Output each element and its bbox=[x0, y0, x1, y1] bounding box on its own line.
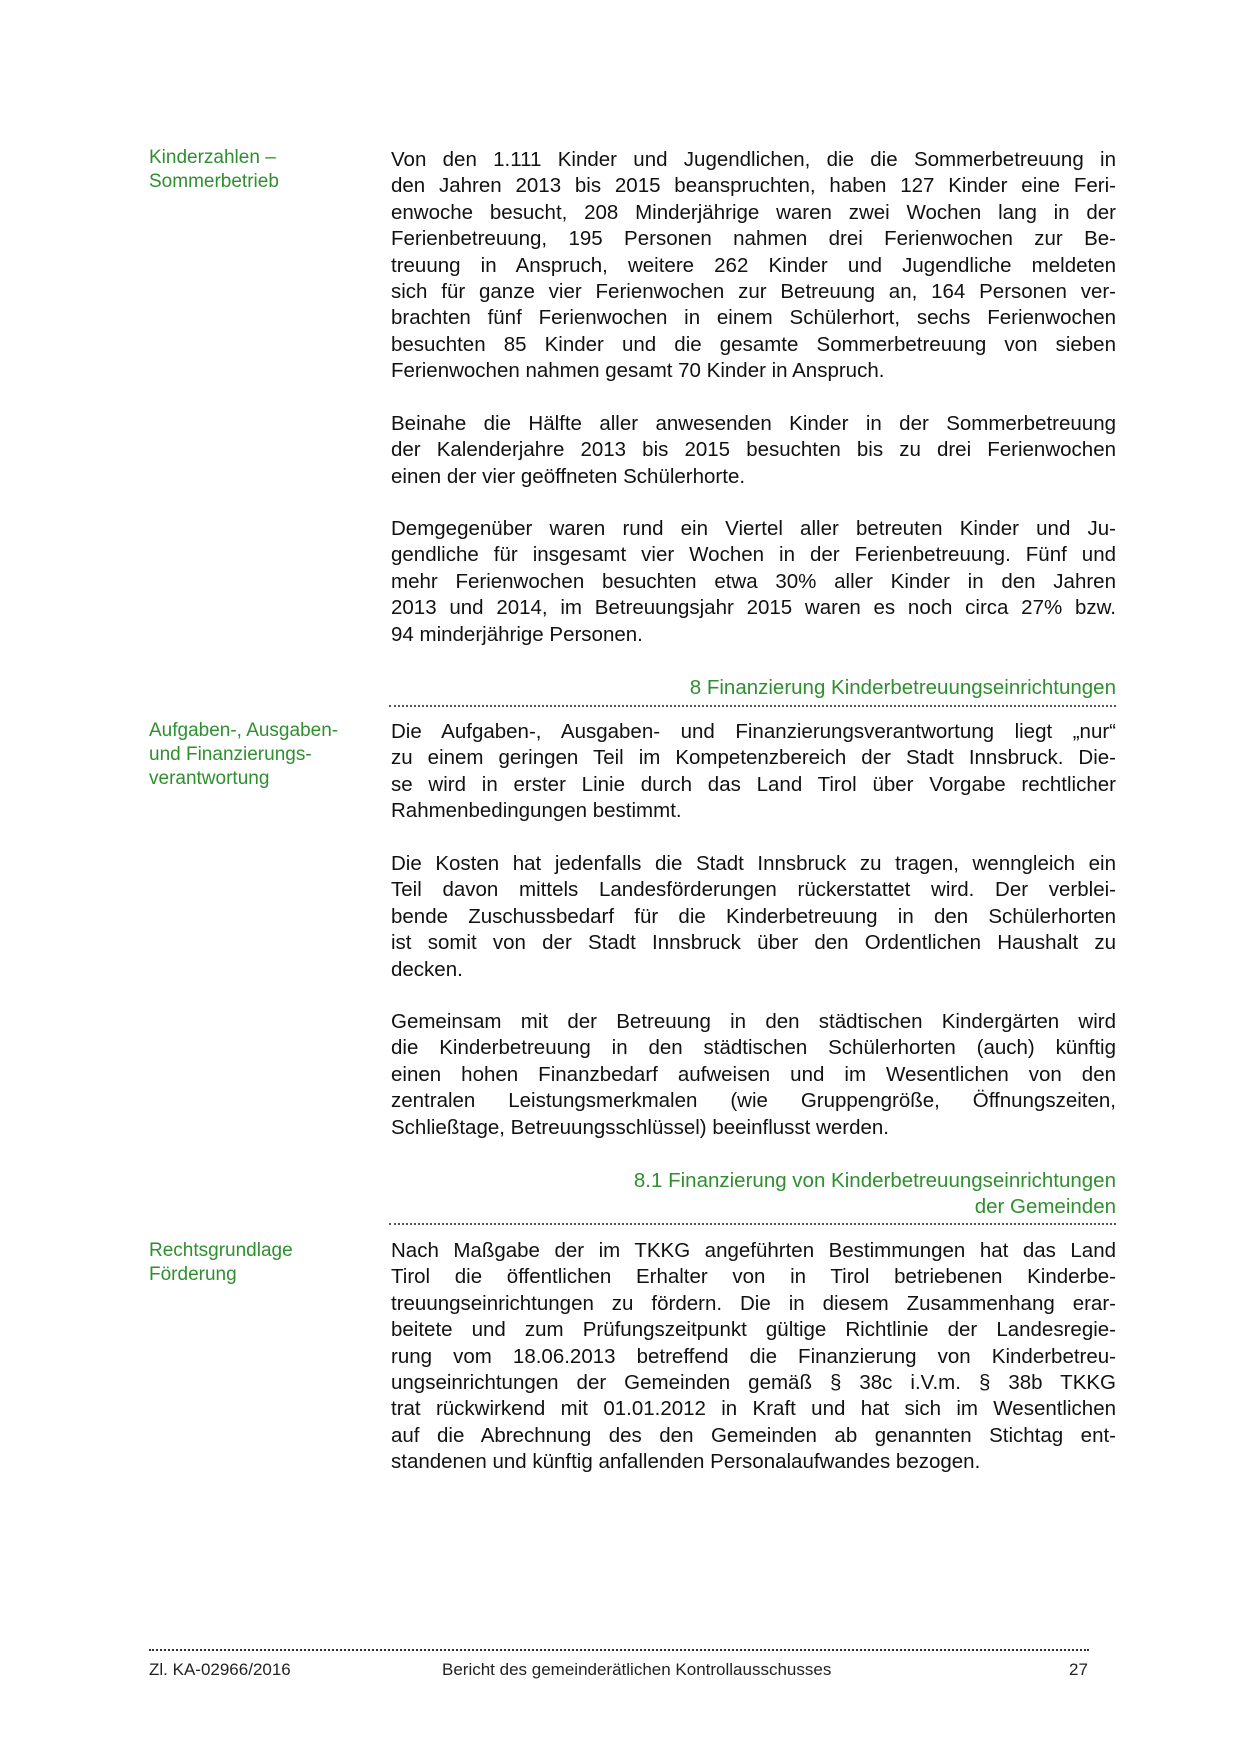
side-label-line: verantwortung bbox=[149, 768, 270, 789]
text-line: gendliche für insgesamt vier Wochen in der Ferienbetreuung. Fünf und bbox=[391, 543, 1116, 567]
text-line: standenen und künftig anfallenden Personalaufwandes bezogen. bbox=[391, 1450, 981, 1474]
text-line: die Kinderbetreuung in den städtischen Schülerhorten (auch) künftig bbox=[391, 1036, 1116, 1060]
paragraph-kosten bbox=[391, 851, 1116, 983]
side-label-verantwortung bbox=[149, 719, 369, 791]
text-line: mehr Ferienwochen besuchten etwa 30% aller Kinder in den Jahren bbox=[391, 569, 1116, 593]
text-line: Demgegenüber waren rund ein Viertel aller betreuten Kinder und Ju- bbox=[391, 517, 1116, 540]
text-line: Die Kosten hat jedenfalls die Stadt Innsbruck zu tragen, wenngleich ein bbox=[391, 852, 1116, 875]
text-line: 94 minderjährige Personen. bbox=[391, 622, 643, 646]
heading-line: 8.1 Finanzierung von Kinderbetreuungseinrichtungen bbox=[633, 1169, 1116, 1192]
text-line: der Kalenderjahre 2013 bis 2015 besuchten bis zu drei Ferienwochen bbox=[391, 438, 1116, 462]
text-line: besuchten 85 Kinder und die gesamte Sommerbetreuung von sieben bbox=[391, 332, 1116, 356]
side-label-line: Kinderzahlen – bbox=[149, 147, 276, 168]
text-line: decken. bbox=[391, 957, 463, 981]
text-line: sich für ganze vier Ferienwochen zur Betreuung an, 164 Personen ver- bbox=[391, 280, 1116, 304]
text-line: trat rückwirkend mit 01.01.2012 in Kraft und hat sich im Wesentlichen bbox=[391, 1397, 1116, 1421]
text-line: Die Aufgaben-, Ausgaben- und Finanzierungsverantwortung liegt „nur“ bbox=[391, 720, 1116, 743]
text-line: Von den 1.111 Kinder und Jugendlichen, die die Sommerbetreuung in bbox=[391, 148, 1116, 171]
side-label-line: Aufgaben-, Ausgaben- bbox=[149, 720, 339, 741]
paragraph-rechtsgrundlage bbox=[391, 1238, 1116, 1476]
text-line: Ferienbetreuung, 195 Personen nahmen drei Ferienwochen zur Be- bbox=[391, 227, 1116, 251]
text-line: ungseinrichtungen der Gemeinden gemäß § 38c i.V.m. § 38b TKKG bbox=[391, 1371, 1116, 1395]
footer-divider bbox=[149, 1649, 1089, 1651]
text-line: Tirol die öffentlichen Erhalter von in Tirol betriebenen Kinderbe- bbox=[391, 1265, 1116, 1289]
heading-line: der Gemeinden bbox=[974, 1195, 1116, 1219]
text-line: enwoche besucht, 208 Minderjährige waren zwei Wochen lang in der bbox=[391, 200, 1116, 224]
text-line: Teil davon mittels Landesförderungen rückerstattet wird. Der verblei- bbox=[391, 878, 1116, 902]
side-label-line: und Finanzierungs- bbox=[149, 744, 312, 765]
text-line: se wird in erster Linie durch das Land Tirol über Vorgabe rechtlicher bbox=[391, 772, 1116, 796]
text-line: zu einem geringen Teil im Kompetenzbereich der Stadt Innsbruck. Die- bbox=[391, 746, 1116, 770]
text-line: auf die Abrechnung des den Gemeinden ab genannten Stichtag ent- bbox=[391, 1423, 1116, 1447]
text-line: treuungseinrichtungen zu fördern. Die in diesem Zusammenhang erar- bbox=[391, 1291, 1116, 1315]
footer-title: Bericht des gemeinderätlichen Kontrollausschusses bbox=[442, 1660, 832, 1679]
footer-reference: Zl. KA-02966/2016 bbox=[149, 1660, 291, 1679]
section-heading-8-1 bbox=[391, 1168, 1116, 1221]
text-line: Beinahe die Hälfte aller anwesenden Kinder in der Sommerbetreuung bbox=[391, 412, 1116, 435]
side-label-line: Förderung bbox=[149, 1264, 237, 1285]
paragraph-haelfte bbox=[391, 411, 1116, 490]
text-line: ist somit von der Stadt Innsbruck über den Ordentlichen Haushalt zu bbox=[391, 931, 1116, 955]
text-line: Nach Maßgabe der im TKKG angeführten Bestimmungen hat das Land bbox=[391, 1239, 1116, 1262]
text-line: rung vom 18.06.2013 betreffend die Finanzierung von Kinderbetreu- bbox=[391, 1344, 1116, 1368]
text-line: 2013 und 2014, im Betreuungsjahr 2015 waren es noch circa 27% bzw. bbox=[391, 596, 1116, 620]
text-line: bende Zuschussbedarf für die Kinderbetreuung in den Schülerhorten bbox=[391, 904, 1116, 928]
paragraph-verantwortung bbox=[391, 719, 1116, 825]
side-label-line: Sommerbetrieb bbox=[149, 171, 279, 192]
paragraph-viertel bbox=[391, 516, 1116, 648]
text-line: einen hohen Finanzbedarf aufweisen und im Wesentlichen von den bbox=[391, 1062, 1116, 1086]
heading-divider bbox=[389, 1223, 1116, 1225]
paragraph-gemeinsam bbox=[391, 1009, 1116, 1141]
text-line: beitete und zum Prüfungszeitpunkt gültige Richtlinie der Landesregie- bbox=[391, 1318, 1116, 1342]
paragraph-kinderzahlen bbox=[391, 147, 1116, 385]
text-line: Schließtage, Betreuungsschlüssel) beeinflusst werden. bbox=[391, 1115, 889, 1139]
text-line: Rahmenbedingungen bestimmt. bbox=[391, 799, 682, 823]
page-number: 27 bbox=[1069, 1660, 1088, 1679]
side-label-line: Rechtsgrundlage bbox=[149, 1240, 293, 1261]
text-line: einen der vier geöffneten Schülerhorte. bbox=[391, 464, 746, 488]
text-line: brachten fünf Ferienwochen in einem Schülerhort, sechs Ferienwochen bbox=[391, 306, 1116, 330]
text-line: zentralen Leistungsmerkmalen (wie Gruppengröße, Öffnungszeiten, bbox=[391, 1089, 1116, 1113]
side-label-kinderzahlen bbox=[149, 146, 369, 194]
text-line: treuung in Anspruch, weitere 262 Kinder und Jugendliche meldeten bbox=[391, 253, 1116, 277]
side-label-rechtsgrundlage bbox=[149, 1239, 369, 1287]
text-line: Ferienwochen nahmen gesamt 70 Kinder in Anspruch. bbox=[391, 359, 885, 383]
text-line: Gemeinsam mit der Betreuung in den städtischen Kindergärten wird bbox=[391, 1010, 1116, 1033]
section-heading-8: 8 Finanzierung Kinderbetreuungseinrichtungen bbox=[689, 676, 1116, 699]
text-line: den Jahren 2013 bis 2015 beanspruchten, haben 127 Kinder eine Feri- bbox=[391, 174, 1116, 198]
heading-divider bbox=[389, 705, 1116, 707]
